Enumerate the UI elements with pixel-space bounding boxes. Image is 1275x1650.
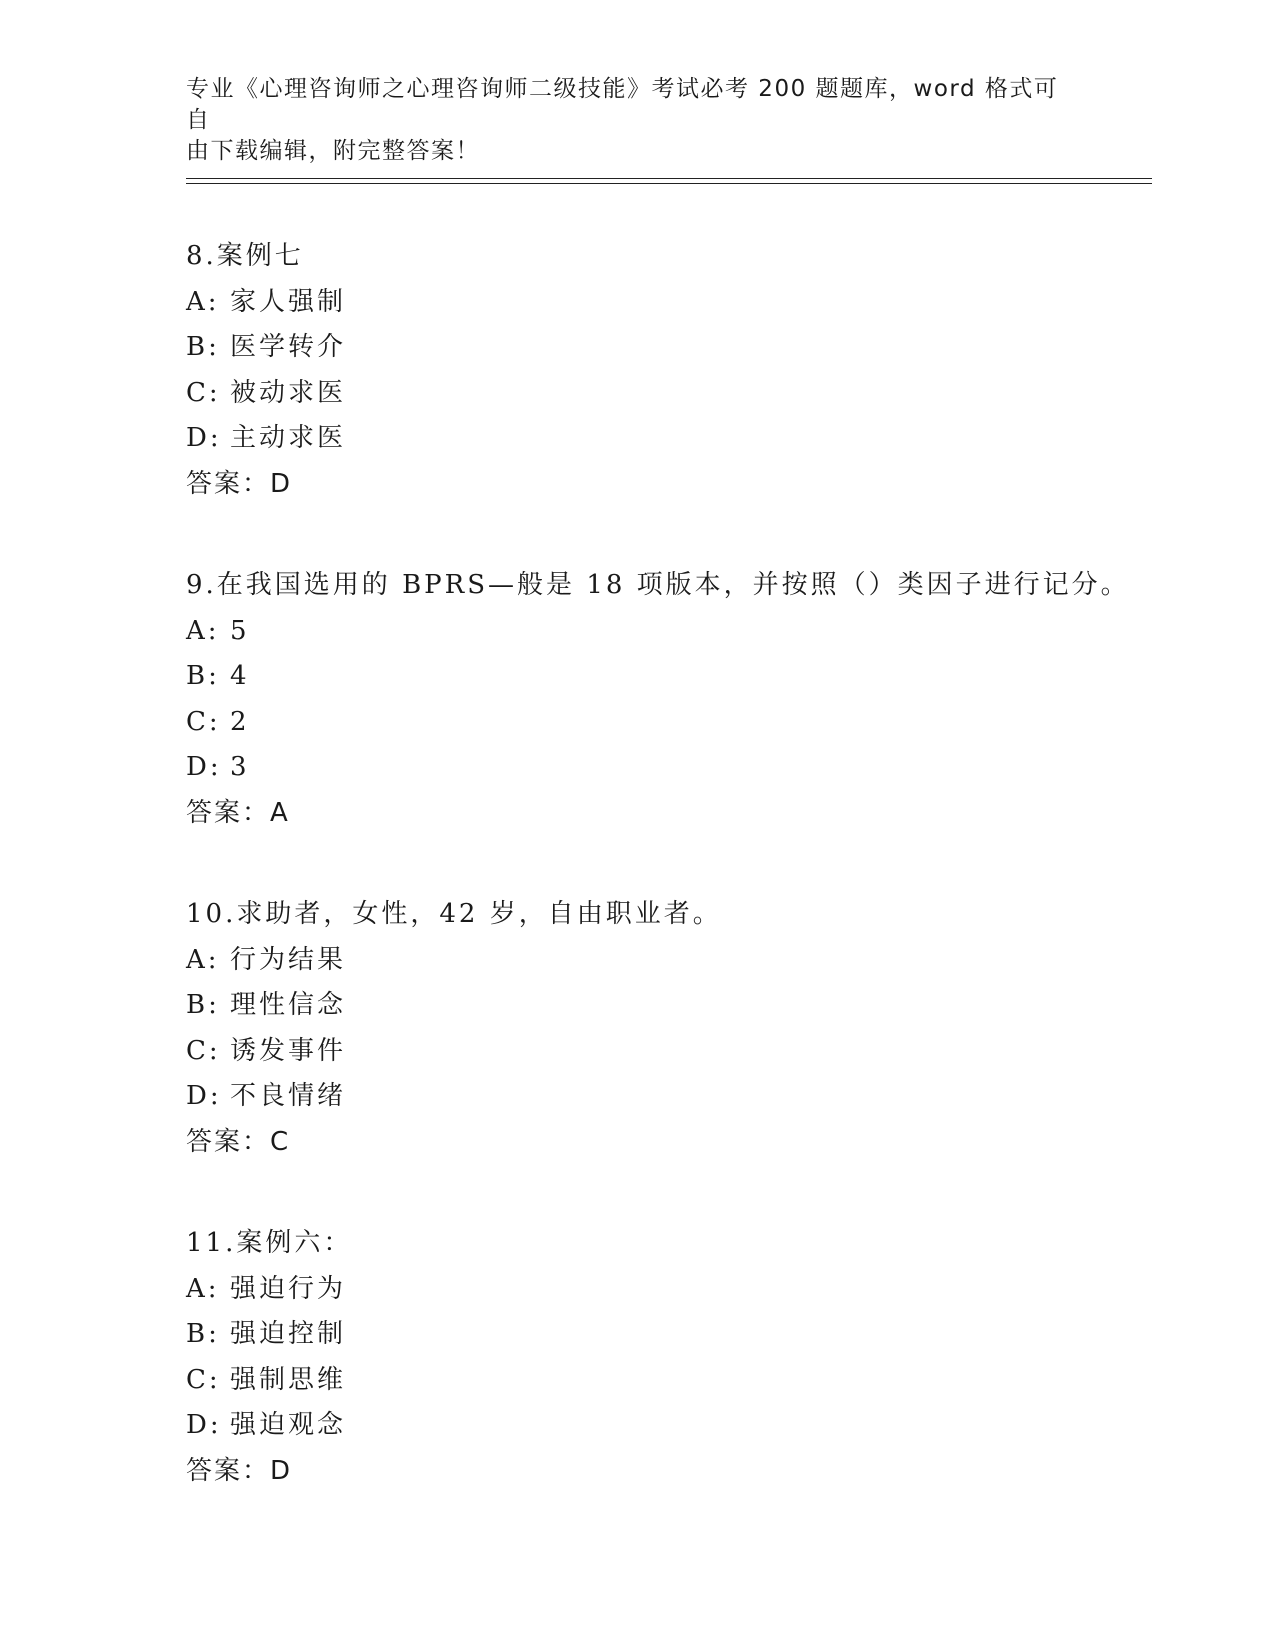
option-text: 行为结果 [230,944,347,975]
header-line-2: 由下载编辑，附完整答案！ [186,138,480,164]
answer-line: 答案：D [186,468,293,499]
header-line-1: 专业《心理咨询师之心理咨询师二级技能》考试必考 200 题题库，word 格式可自 [186,76,1059,133]
option-a [186,938,1186,984]
question-11 [186,1221,1186,1494]
option-text: 强制思维 [230,1364,347,1395]
question-8 [186,234,1186,507]
option-text: 2 [230,706,250,737]
option-letter: C: [186,706,221,737]
option-c [186,1029,1186,1075]
option-c [186,700,1186,746]
option-text: 5 [230,615,250,646]
option-letter: A: [186,1273,220,1304]
option-b [186,325,1186,371]
question-stem: 10.求助者，女性，42 岁，自由职业者。 [186,899,722,929]
option-text: 强迫观念 [230,1410,347,1440]
option-b [186,1312,1186,1358]
question-9 [186,563,1186,836]
option-text: 4 [230,661,250,691]
option-d [186,745,1186,791]
option-a [186,1267,1186,1313]
option-text: 医学转介 [230,332,347,362]
option-text: 不良情绪 [230,1081,347,1111]
option-text: 强迫行为 [230,1273,347,1304]
question-stem: 8.案例七 [186,241,304,271]
option-letter: C: [186,377,221,408]
header-divider-top [186,178,1152,179]
option-text: 3 [230,752,250,782]
option-text: 被动求医 [230,377,347,408]
option-text: 强迫控制 [230,1319,347,1349]
option-d [186,1403,1186,1449]
question-stem: 9.在我国选用的 BPRS—般是 18 项版本，并按照（）类因子进行记分。 [186,570,1130,600]
option-letter: B: [186,332,220,362]
option-text: 诱发事件 [230,1035,347,1066]
option-letter: C: [186,1364,221,1395]
option-a [186,609,1186,655]
question-10 [186,892,1186,1165]
question-stem: 11.案例六： [186,1228,353,1258]
option-c [186,1358,1186,1404]
option-letter: D: [186,1081,222,1111]
option-a [186,280,1186,326]
document-header [186,74,1066,167]
answer-line: 答案：D [186,1455,293,1486]
option-letter: A: [186,944,220,975]
header-divider-bottom [186,183,1152,184]
option-text: 家人强制 [230,286,347,317]
option-d [186,416,1186,462]
option-d [186,1074,1186,1120]
option-text: 理性信念 [230,990,347,1020]
option-letter: B: [186,1319,220,1349]
option-letter: B: [186,990,220,1020]
question-list [186,234,1186,1550]
option-letter: A: [186,615,220,646]
option-b [186,654,1186,700]
option-letter: A: [186,286,220,317]
option-letter: D: [186,1410,222,1440]
option-letter: B: [186,661,220,691]
option-c [186,371,1186,417]
option-letter: D: [186,752,222,782]
answer-line: 答案：A [186,797,290,828]
option-b [186,983,1186,1029]
option-letter: D: [186,423,222,453]
option-text: 主动求医 [230,423,347,453]
option-letter: C: [186,1035,221,1066]
answer-line: 答案：C [186,1126,291,1157]
